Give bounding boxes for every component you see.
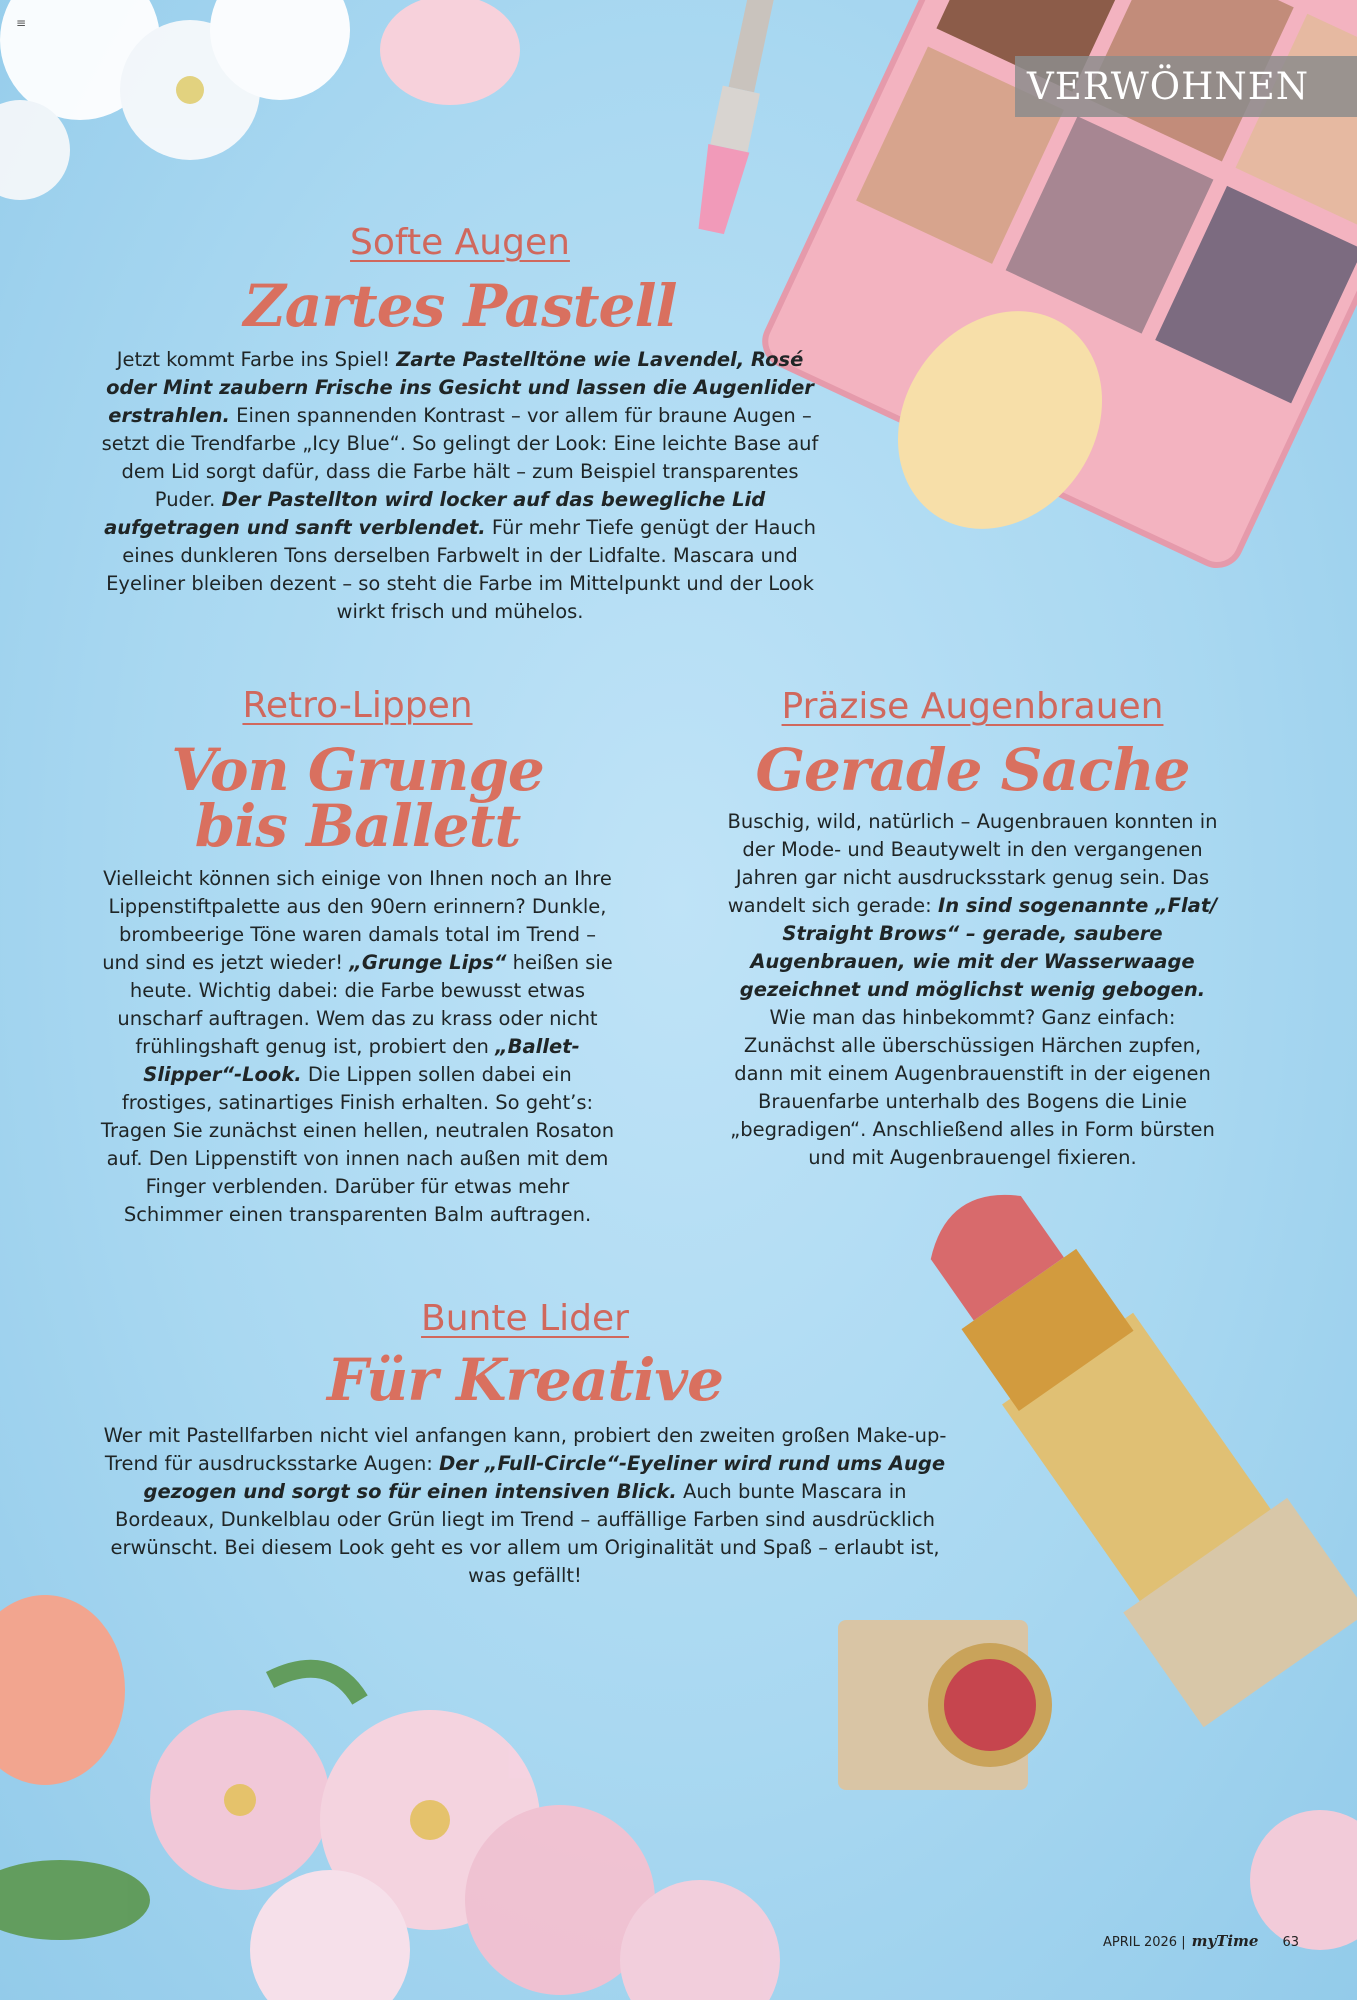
article-body <box>100 1422 950 1590</box>
white-flowers-top <box>0 0 520 200</box>
article-kicker: Präzise Augenbrauen <box>781 686 1164 727</box>
article-body-text: Für mehr Tiefe genügt der Hauch eines dunkleren Tons derselben Farbwelt in der Lidfalte. Mascara und Eyeliner bleiben dezent – so steht die Farbe im Mittelpunkt und der Look wirkt frisch und mühelos. <box>106 516 816 623</box>
article-body-text: Wer mit Pastellfarben nicht viel anfangen kann, probiert den zweiten großen Make-up-Trend für ausdrucksstarke Augen: <box>103 1424 947 1475</box>
article-body-text: Vielleicht können sich einige von Ihnen noch an Ihre Lippenstiftpalette aus den 90ern erinnern? Dunkle, brombeerige Töne waren damals total im Trend – und sind es jetzt wieder! <box>102 867 612 974</box>
article-body-emphasis: „Ballet-Slipper“-Look. <box>143 1035 580 1086</box>
article-body-emphasis: In sind sogenannte „Flat/ Straight Brows“ – gerade, saubere Augenbrauen, wie mit der Wasserwaage gezeichnet und möglichst wenig gebogen. <box>739 894 1218 1001</box>
footer-issue: APRIL 2026 | <box>1103 1935 1186 1950</box>
article-body-emphasis: Zarte Pastelltöne wie Lavendel, Rosé oder Mint zaubern Frische ins Gesicht und lassen die Augenlider erstrahlen. <box>106 348 814 427</box>
article-body-text: heißen sie heute. Wichtig dabei: die Farbe bewusst etwas unscharf auftragen. Wem das zu krass oder nicht frühlingshaft genug ist, probiert den <box>117 951 613 1058</box>
article-body <box>725 808 1220 1172</box>
menu-icon[interactable]: ≡ <box>16 16 27 30</box>
article-body <box>100 346 820 626</box>
article-body-text: Buschig, wild, natürlich – Augenbrauen konnten in der Mode- und Beautywelt in den vergangenen Jahren gar nicht ausdrucksstark genug sein. Das wandelt sich gerade: <box>727 810 1218 917</box>
section-tab <box>1015 56 1357 117</box>
article-body-emphasis: Der Pastellton wird locker auf das bewegliche Lid aufgetragen und sanft verblendet. <box>104 488 766 539</box>
beauty-sponge-peach <box>0 1595 125 1785</box>
makeup-brush <box>691 0 793 236</box>
article-title: Für Kreative <box>327 1346 723 1414</box>
footer-brand: myTime <box>1191 1932 1259 1950</box>
article-title <box>100 736 615 860</box>
article-title: Zartes Pastell <box>243 272 677 340</box>
article-body-text: Jetzt kommt Farbe ins Spiel! <box>116 348 397 371</box>
article-title-line: bis Ballett <box>194 792 521 860</box>
lipstick-cap <box>838 1620 1052 1790</box>
article-kicker: Retro-Lippen <box>242 685 473 726</box>
article-body <box>100 865 615 1229</box>
article-body-text: Wie man das hinbekommt? Ganz einfach: Zunächst alle überschüssigen Härchen zupfen, dann mit einem Augenbrauenstift in der eigenen Brauenfarbe unterhalb des Bogens die Linie „begradigen“. Anschließend alles in Form bürsten und mit Augenbrauengel fixieren. <box>730 1006 1215 1169</box>
article-kicker: Bunte Lider <box>421 1298 629 1339</box>
section-tab-label: VERWÖHNEN <box>1027 65 1310 108</box>
article-body-text: Auch bunte Mascara in Bordeaux, Dunkelblau oder Grün liegt im Trend – auffällige Farben sind ausdrücklich erwünscht. Bei diesem Look geht es vor allem um Originalität und Spaß – erlaubt ist, was gefällt! <box>110 1480 940 1587</box>
article-body-emphasis: Der „Full-Circle“-Eyeliner wird rund ums Auge gezogen und sorgt so für einen intensiven Blick. <box>143 1452 946 1503</box>
article-body-emphasis: „Grunge Lips“ <box>349 951 507 974</box>
article-title-line: Von Grunge <box>171 736 544 804</box>
article-body-text: Einen spannenden Kontrast – vor allem für braune Augen – setzt die Trendfarbe „Icy Blue“. So gelingt der Look: Eine leichte Base auf dem Lid sorgt dafür, dass die Farbe hält – zum Beispiel transparentes Puder. <box>101 404 819 511</box>
article-body-text: Die Lippen sollen dabei ein frostiges, satinartiges Finish erhalten. So geht’s: Tragen Sie zunächst einen hellen, neutralen Rosaton auf. Den Lippenstift von innen nach außen mit dem Finger verblenden. Darüber für etwas mehr Schimmer einen transparenten Balm auftragen. <box>100 1063 615 1226</box>
pink-flowers-bottom <box>0 1669 1357 2000</box>
article-title: Gerade Sache <box>755 736 1190 804</box>
page-footer <box>1103 1932 1299 1950</box>
page-number: 63 <box>1282 1935 1299 1950</box>
article-kicker: Softe Augen <box>350 222 570 263</box>
